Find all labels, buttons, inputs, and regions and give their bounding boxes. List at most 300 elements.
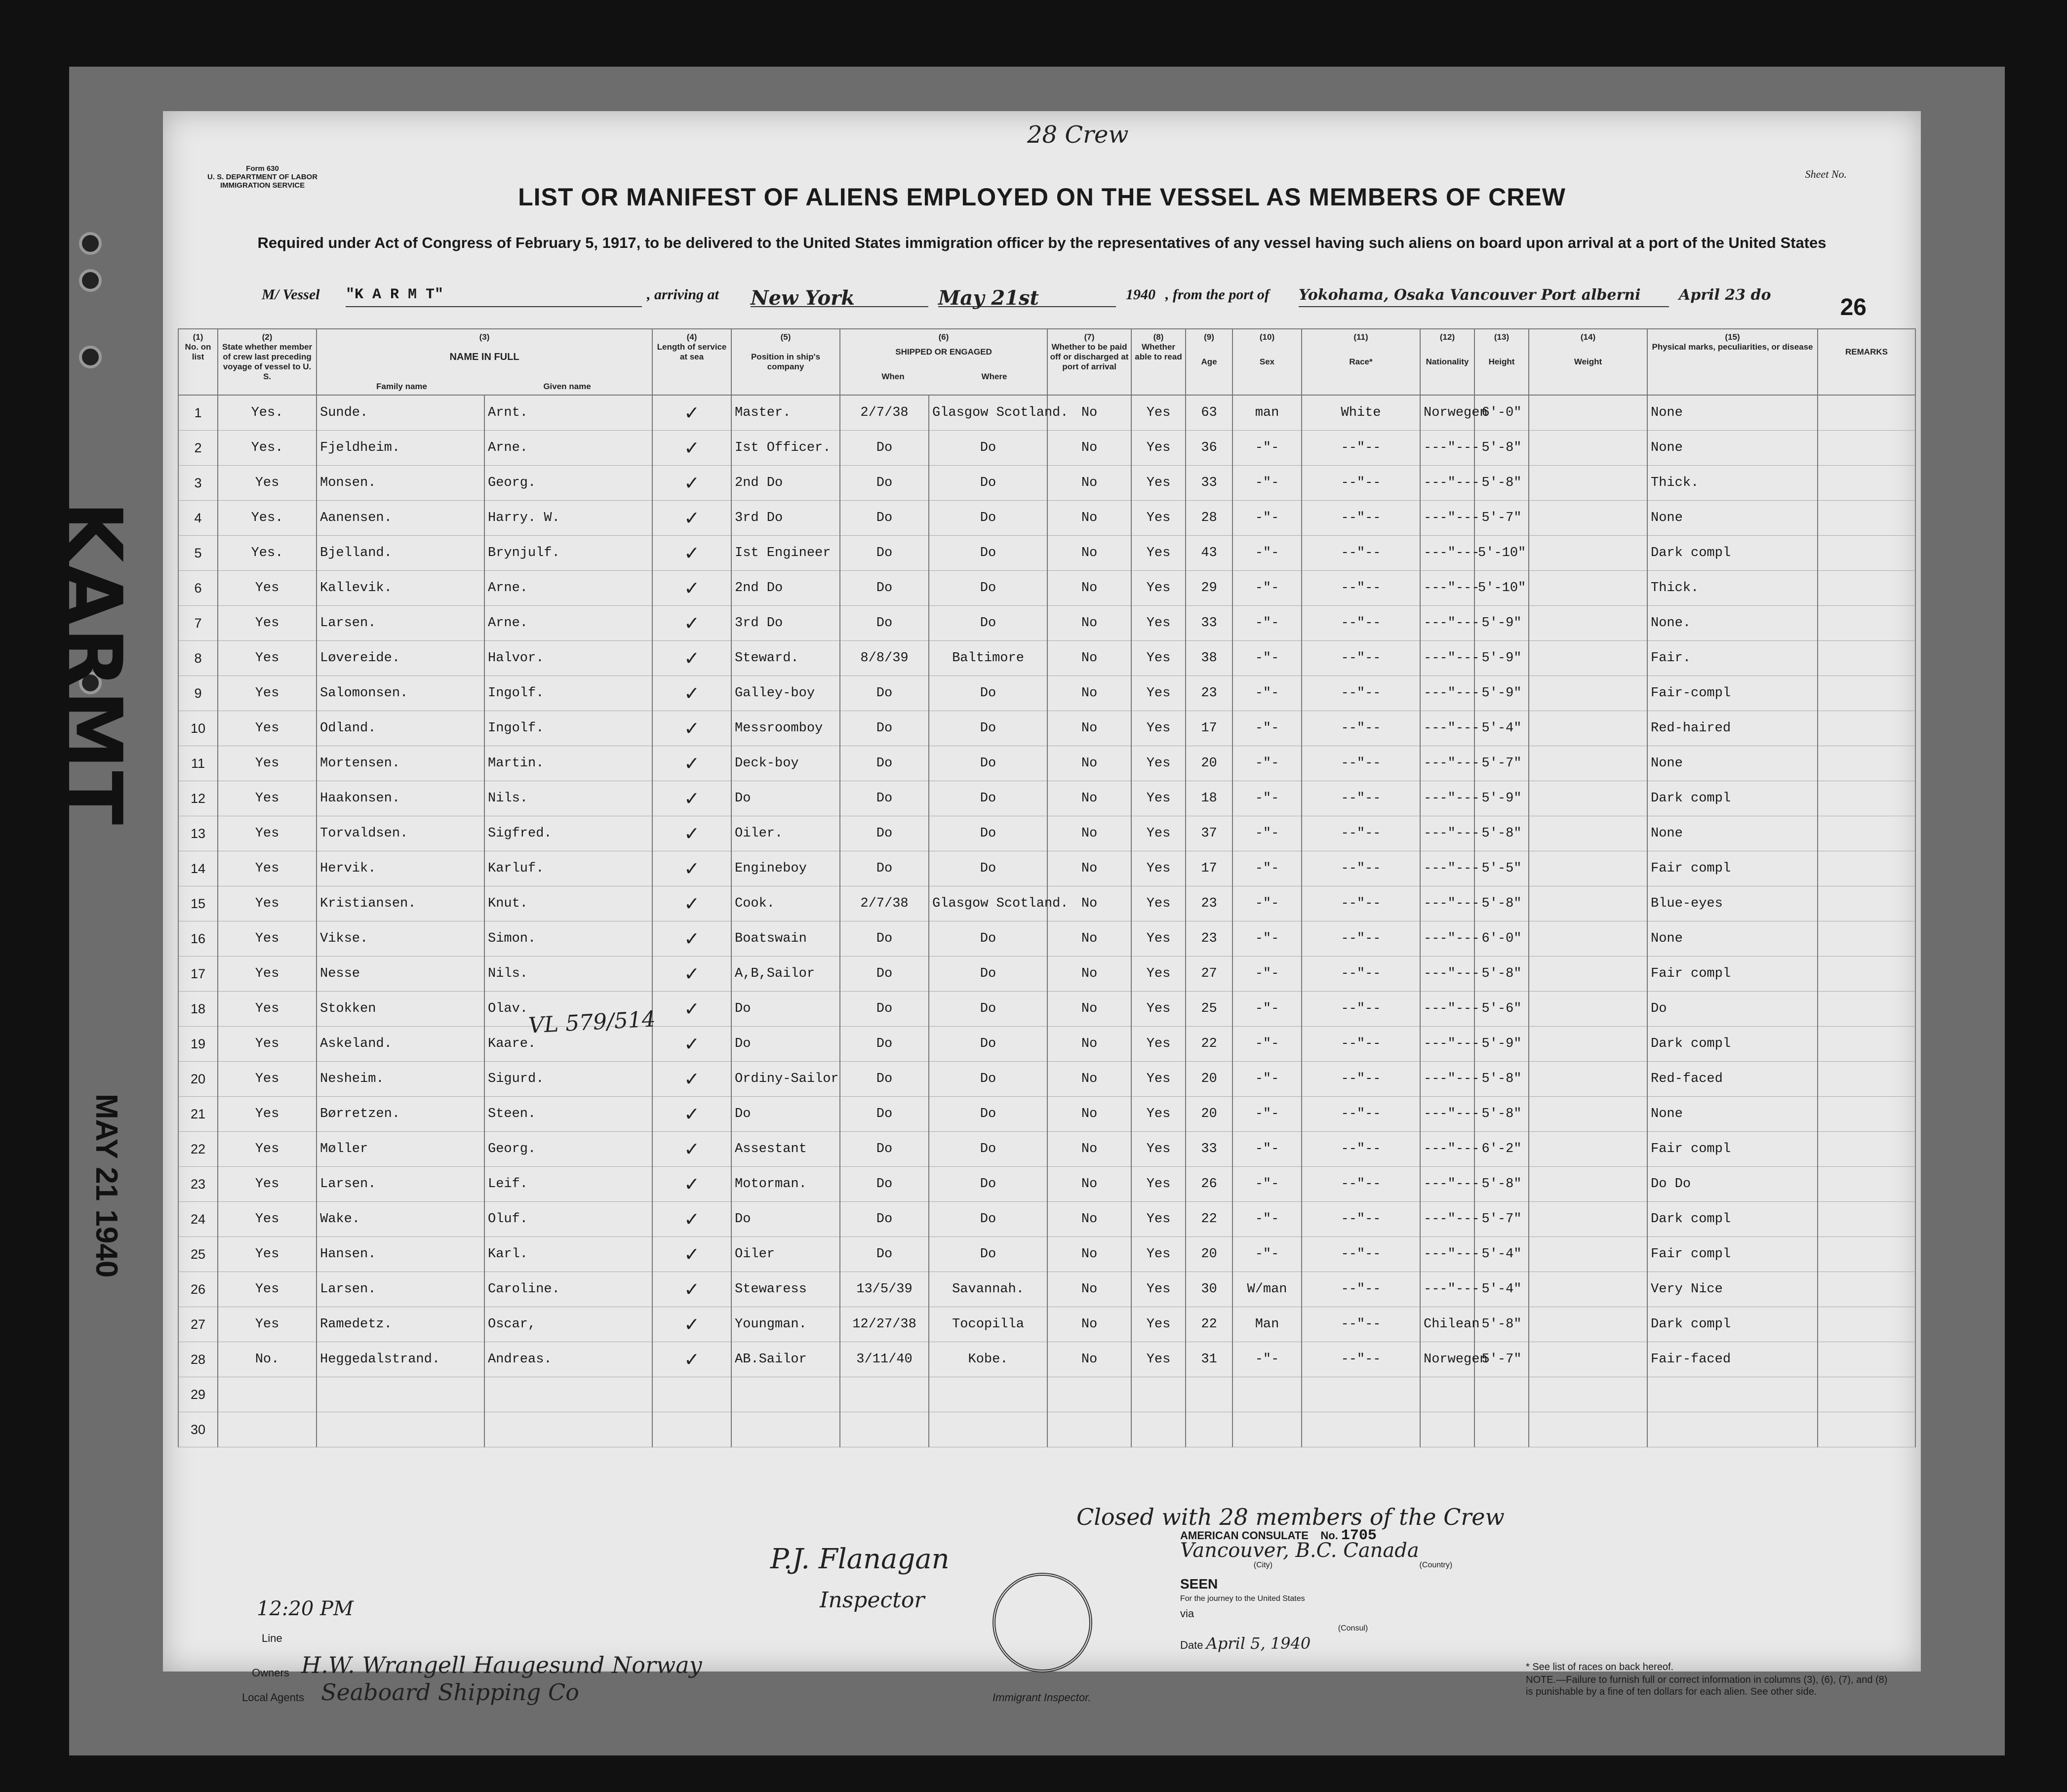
cell-given: Ingolf. — [484, 676, 652, 711]
cell-height: 6'-0" — [1474, 395, 1529, 431]
cell-race: --"-- — [1302, 1132, 1420, 1167]
cell-where — [929, 1412, 1047, 1447]
cell-prev: Yes — [218, 1132, 317, 1167]
cell-prev: Yes — [218, 781, 317, 816]
cell-family: Ramedetz. — [317, 1307, 484, 1342]
weight-cell — [1529, 956, 1647, 992]
form-id: Form 630 U. S. DEPARTMENT OF LABOR IMMIGRATION SERVICE — [207, 164, 318, 190]
remarks-cell — [1818, 711, 1915, 746]
cell-family: Hervik. — [317, 851, 484, 886]
cell-age: 20 — [1186, 1237, 1232, 1272]
cell-nationality: ---"--- — [1420, 816, 1474, 851]
cell-sex: -"- — [1232, 1062, 1302, 1097]
cell-marks: Fair compl — [1647, 1132, 1818, 1167]
cell-marks: Dark compl — [1647, 536, 1818, 571]
cell-family — [317, 1412, 484, 1447]
cell-family: Nesheim. — [317, 1062, 484, 1097]
cell-sex — [1232, 1377, 1302, 1412]
cell-read: Yes — [1131, 536, 1186, 571]
cell-given: Arne. — [484, 606, 652, 641]
cell-position: Ordiny-Sailor — [731, 1062, 840, 1097]
col-name: (3) NAME IN FULL Family name Given name — [317, 329, 652, 395]
cell-paid: No — [1047, 992, 1131, 1027]
cell-no: 25 — [178, 1237, 218, 1272]
cell-marks: None. — [1647, 606, 1818, 641]
table-row — [178, 1097, 1915, 1132]
cell-age: 33 — [1186, 466, 1232, 501]
cell-read: Yes — [1131, 711, 1186, 746]
cell-prev: Yes — [218, 641, 317, 676]
cell-nationality: ---"--- — [1420, 886, 1474, 921]
cell-sex: W/man — [1232, 1272, 1302, 1307]
service-checkmark-icon: ✓ — [652, 431, 731, 466]
cell-age: 22 — [1186, 1027, 1232, 1062]
service-checkmark-icon: ✓ — [652, 886, 731, 921]
cell-prev: Yes. — [218, 536, 317, 571]
cell-family — [317, 1377, 484, 1412]
cell-prev: Yes — [218, 1097, 317, 1132]
cell-when: Do — [840, 1237, 929, 1272]
cell-when: Do — [840, 431, 929, 466]
cell-where: Do — [929, 536, 1047, 571]
cell-marks: Thick. — [1647, 466, 1818, 501]
cell-nationality — [1420, 1377, 1474, 1412]
cell-position: Do — [731, 1027, 840, 1062]
col-nationality: (12) Nationality — [1420, 329, 1474, 395]
cell-prev: Yes — [218, 851, 317, 886]
cell-height: 5'-10" — [1474, 571, 1529, 606]
cell-when: Do — [840, 816, 929, 851]
cell-height: 5'-5" — [1474, 851, 1529, 886]
crew-rows — [178, 395, 1915, 1447]
cell-position: Engineboy — [731, 851, 840, 886]
binder-hole-icon — [79, 269, 102, 292]
cell-age: 37 — [1186, 816, 1232, 851]
owners-value: H.W. Wrangell Haugesund Norway — [301, 1652, 702, 1678]
cell-height: 5'-7" — [1474, 501, 1529, 536]
cell-given: Simon. — [484, 921, 652, 956]
cell-given: Leif. — [484, 1167, 652, 1202]
cell-read: Yes — [1131, 956, 1186, 992]
cell-marks: None — [1647, 816, 1818, 851]
cell-position: Galley-boy — [731, 676, 840, 711]
cell-read: Yes — [1131, 992, 1186, 1027]
cell-marks: None — [1647, 921, 1818, 956]
cell-where: Do — [929, 466, 1047, 501]
cell-paid: No — [1047, 395, 1131, 431]
cell-family: Stokken — [317, 992, 484, 1027]
table-row — [178, 431, 1915, 466]
owners-label: Owners — [252, 1667, 289, 1679]
cell-nationality: ---"--- — [1420, 1027, 1474, 1062]
cell-race: --"-- — [1302, 536, 1420, 571]
inspector-title: Inspector — [820, 1588, 925, 1613]
cell-position: 3rd Do — [731, 606, 840, 641]
cell-position: Stewaress — [731, 1272, 840, 1307]
cell-sex: -"- — [1232, 1167, 1302, 1202]
cell-given: Steen. — [484, 1097, 652, 1132]
cell-read: Yes — [1131, 851, 1186, 886]
cell-race: --"-- — [1302, 992, 1420, 1027]
cell-where: Do — [929, 816, 1047, 851]
cell-where: Do — [929, 1237, 1047, 1272]
cell-no: 23 — [178, 1167, 218, 1202]
cell-family: Løvereide. — [317, 641, 484, 676]
remarks-cell — [1818, 466, 1915, 501]
cell-no: 27 — [178, 1307, 218, 1342]
cell-where: Do — [929, 1097, 1047, 1132]
vessel-name-handwritten: KARMT — [47, 501, 139, 827]
cell-paid: No — [1047, 1307, 1131, 1342]
binder-hole-icon — [79, 346, 102, 368]
weight-cell — [1529, 1342, 1647, 1377]
cell-prev: Yes — [218, 956, 317, 992]
cell-no: 12 — [178, 781, 218, 816]
cell-marks: Dark compl — [1647, 1027, 1818, 1062]
cell-marks: Dark compl — [1647, 1202, 1818, 1237]
cell-position: Motorman. — [731, 1167, 840, 1202]
cell-age: 23 — [1186, 886, 1232, 921]
cell-no: 2 — [178, 431, 218, 466]
cell-race: --"-- — [1302, 1202, 1420, 1237]
cell-paid: No — [1047, 1027, 1131, 1062]
cell-sex: man — [1232, 395, 1302, 431]
cell-position: Master. — [731, 395, 840, 431]
cell-no: 29 — [178, 1377, 218, 1412]
remarks-cell — [1818, 431, 1915, 466]
cell-race: --"-- — [1302, 1307, 1420, 1342]
service-checkmark-icon: ✓ — [652, 1097, 731, 1132]
cell-position: Do — [731, 992, 840, 1027]
cell-no: 20 — [178, 1062, 218, 1097]
cell-race: --"-- — [1302, 851, 1420, 886]
cell-when: 12/27/38 — [840, 1307, 929, 1342]
table-row — [178, 1027, 1915, 1062]
cell-sex: -"- — [1232, 781, 1302, 816]
remarks-cell — [1818, 571, 1915, 606]
cell-sex: -"- — [1232, 676, 1302, 711]
col-age: (9) Age — [1186, 329, 1232, 395]
table-row — [178, 816, 1915, 851]
cell-prev: Yes — [218, 886, 317, 921]
cell-no: 4 — [178, 501, 218, 536]
col-position: (5) Position in ship's company — [731, 329, 840, 395]
cell-read: Yes — [1131, 781, 1186, 816]
cell-read: Yes — [1131, 1062, 1186, 1097]
sheet-number-label: Sheet No. — [1805, 168, 1847, 180]
cell-no: 26 — [178, 1272, 218, 1307]
consulate-stamp: AMERICAN CONSULATE No. 1705 Vancouver, B.C. Canada (City) (Country) SEEN For the journey to the United States via (Consul) Date April 5, 1940 — [1180, 1527, 1453, 1653]
cell-marks: None — [1647, 501, 1818, 536]
service-checkmark-icon: ✓ — [652, 992, 731, 1027]
service-checkmark-icon: ✓ — [652, 1062, 731, 1097]
weight-cell — [1529, 1097, 1647, 1132]
cell-paid: No — [1047, 781, 1131, 816]
service-checkmark-icon: ✓ — [652, 711, 731, 746]
table-row — [178, 746, 1915, 781]
cell-age: 30 — [1186, 1272, 1232, 1307]
table-row — [178, 886, 1915, 921]
cell-sex: -"- — [1232, 711, 1302, 746]
cell-race: --"-- — [1302, 711, 1420, 746]
cell-height: 5'-8" — [1474, 816, 1529, 851]
cell-position: Oiler. — [731, 816, 840, 851]
cell-nationality: ---"--- — [1420, 992, 1474, 1027]
service-checkmark-icon: ✓ — [652, 1027, 731, 1062]
cell-nationality: Norwegen — [1420, 395, 1474, 431]
cell-age: 33 — [1186, 606, 1232, 641]
remarks-cell — [1818, 746, 1915, 781]
table-row — [178, 466, 1915, 501]
table-row — [178, 641, 1915, 676]
cell-prev: Yes — [218, 676, 317, 711]
cell-nationality: ---"--- — [1420, 466, 1474, 501]
cell-sex: -"- — [1232, 606, 1302, 641]
table-row — [178, 606, 1915, 641]
arriving-label: , arriving at — [647, 286, 719, 303]
service-checkmark-icon: ✓ — [652, 1307, 731, 1342]
service-checkmark-icon: ✓ — [652, 606, 731, 641]
cell-sex: -"- — [1232, 1202, 1302, 1237]
cell-given: Georg. — [484, 1132, 652, 1167]
cell-marks: Fair-faced — [1647, 1342, 1818, 1377]
table-row — [178, 1062, 1915, 1097]
cell-when: Do — [840, 711, 929, 746]
cell-position: Deck-boy — [731, 746, 840, 781]
cell-when: Do — [840, 1167, 929, 1202]
weight-cell — [1529, 1307, 1647, 1342]
cell-prev: Yes — [218, 1167, 317, 1202]
page-number: 26 — [1840, 294, 1867, 320]
service-checkmark-icon: ✓ — [652, 851, 731, 886]
cell-paid: No — [1047, 641, 1131, 676]
service-checkmark-icon — [652, 1412, 731, 1447]
table-row — [178, 921, 1915, 956]
cell-marks: Red-haired — [1647, 711, 1818, 746]
cell-read: Yes — [1131, 1237, 1186, 1272]
remarks-cell — [1818, 921, 1915, 956]
cell-where: Glasgow Scotland. — [929, 395, 1047, 431]
page-title: LIST OR MANIFEST OF ALIENS EMPLOYED ON THE VESSEL AS MEMBERS OF CREW — [518, 183, 1566, 211]
col-service: (4) Length of service at sea — [652, 329, 731, 395]
cell-age: 20 — [1186, 746, 1232, 781]
cell-height: 5'-8" — [1474, 431, 1529, 466]
cell-where: Do — [929, 921, 1047, 956]
col-race: (11) Race* — [1302, 329, 1420, 395]
year: 1940 — [1126, 286, 1155, 303]
weight-cell — [1529, 746, 1647, 781]
cell-no: 17 — [178, 956, 218, 992]
cell-no: 18 — [178, 992, 218, 1027]
cell-sex: -"- — [1232, 816, 1302, 851]
cell-paid: No — [1047, 1062, 1131, 1097]
binder-hole-icon — [79, 232, 102, 255]
cell-when: Do — [840, 466, 929, 501]
cell-no: 6 — [178, 571, 218, 606]
cell-prev: Yes — [218, 1307, 317, 1342]
cell-where: Do — [929, 956, 1047, 992]
cell-read — [1131, 1377, 1186, 1412]
crew-table — [178, 328, 1916, 1632]
cell-where: Do — [929, 851, 1047, 886]
weight-cell — [1529, 395, 1647, 431]
penalty-note: NOTE.—Failure to furnish full or correct information in columns (3), (6), (7), and (8) is punishable by a fine of ten dollars for each alien. See other side. — [1526, 1674, 1888, 1697]
remarks-cell — [1818, 956, 1915, 992]
cell-where: Do — [929, 1027, 1047, 1062]
cell-age — [1186, 1377, 1232, 1412]
cell-age: 36 — [1186, 431, 1232, 466]
cell-position — [731, 1377, 840, 1412]
cell-no: 10 — [178, 711, 218, 746]
col-read: (8) Whether able to read — [1131, 329, 1186, 395]
remarks-cell — [1818, 1237, 1915, 1272]
cell-sex: -"- — [1232, 921, 1302, 956]
table-row — [178, 1412, 1915, 1447]
cell-sex: -"- — [1232, 1237, 1302, 1272]
cell-position: Messroomboy — [731, 711, 840, 746]
cell-position: Boatswain — [731, 921, 840, 956]
cell-paid: No — [1047, 886, 1131, 921]
weight-cell — [1529, 711, 1647, 746]
cell-age — [1186, 1412, 1232, 1447]
cell-no: 5 — [178, 536, 218, 571]
cell-family: Odland. — [317, 711, 484, 746]
cell-read: Yes — [1131, 571, 1186, 606]
cell-when: Do — [840, 1027, 929, 1062]
cell-where: Do — [929, 1062, 1047, 1097]
cell-marks: Blue-eyes — [1647, 886, 1818, 921]
cell-where: Do — [929, 571, 1047, 606]
cell-family: Nesse — [317, 956, 484, 992]
cell-sex: -"- — [1232, 1132, 1302, 1167]
cell-nationality: ---"--- — [1420, 1167, 1474, 1202]
remarks-cell — [1818, 1412, 1915, 1447]
cell-no: 8 — [178, 641, 218, 676]
cell-paid: No — [1047, 1237, 1131, 1272]
table-row — [178, 395, 1915, 431]
cell-marks: Do Do — [1647, 1167, 1818, 1202]
cell-no: 24 — [178, 1202, 218, 1237]
table-row — [178, 851, 1915, 886]
cell-read: Yes — [1131, 395, 1186, 431]
vessel-name: "K A R M T" — [346, 286, 642, 307]
cell-position: Assestant — [731, 1132, 840, 1167]
cell-prev: Yes — [218, 1237, 317, 1272]
cell-nationality: Chilean — [1420, 1307, 1474, 1342]
cell-nationality: ---"--- — [1420, 606, 1474, 641]
cell-read: Yes — [1131, 1027, 1186, 1062]
inspector-signature: P.J. Flanagan — [770, 1543, 950, 1575]
cell-where: Do — [929, 746, 1047, 781]
cell-position: Cook. — [731, 886, 840, 921]
cell-nationality: ---"--- — [1420, 431, 1474, 466]
cell-paid — [1047, 1377, 1131, 1412]
cell-sex — [1232, 1412, 1302, 1447]
cell-marks: Thick. — [1647, 571, 1818, 606]
cell-race: --"-- — [1302, 1342, 1420, 1377]
crew-manifest-table — [178, 328, 1916, 1447]
cell-where: Do — [929, 501, 1047, 536]
arrival-port: New York — [751, 286, 928, 307]
table-row — [178, 992, 1915, 1027]
cell-given: Caroline. — [484, 1272, 652, 1307]
cell-given: Nils. — [484, 781, 652, 816]
cell-nationality: ---"--- — [1420, 851, 1474, 886]
cell-position: Steward. — [731, 641, 840, 676]
cell-age: 22 — [1186, 1307, 1232, 1342]
cell-height: 5'-8" — [1474, 466, 1529, 501]
remarks-cell — [1818, 641, 1915, 676]
cell-race: --"-- — [1302, 1027, 1420, 1062]
cell-position: 3rd Do — [731, 501, 840, 536]
cell-when: Do — [840, 921, 929, 956]
table-row — [178, 956, 1915, 992]
cell-no: 13 — [178, 816, 218, 851]
cell-when: Do — [840, 1097, 929, 1132]
remarks-cell — [1818, 1307, 1915, 1342]
cell-position — [731, 1412, 840, 1447]
remarks-cell — [1818, 781, 1915, 816]
service-checkmark-icon: ✓ — [652, 1132, 731, 1167]
weight-cell — [1529, 1272, 1647, 1307]
table-row — [178, 501, 1915, 536]
cell-nationality: ---"--- — [1420, 746, 1474, 781]
cell-marks: Dark compl — [1647, 1307, 1818, 1342]
cell-given — [484, 1377, 652, 1412]
cell-marks: None — [1647, 395, 1818, 431]
cell-position: A,B,Sailor — [731, 956, 840, 992]
table-row — [178, 711, 1915, 746]
service-checkmark-icon: ✓ — [652, 466, 731, 501]
cell-where: Savannah. — [929, 1272, 1047, 1307]
cell-family: Kristiansen. — [317, 886, 484, 921]
cell-nationality: ---"--- — [1420, 1237, 1474, 1272]
cell-given: Arne. — [484, 431, 652, 466]
weight-cell — [1529, 1237, 1647, 1272]
cell-where: Baltimore — [929, 641, 1047, 676]
cell-when — [840, 1377, 929, 1412]
cell-height: 5'-4" — [1474, 1237, 1529, 1272]
cell-no: 9 — [178, 676, 218, 711]
cell-race: --"-- — [1302, 781, 1420, 816]
cell-age: 18 — [1186, 781, 1232, 816]
service-checkmark-icon: ✓ — [652, 956, 731, 992]
cell-race — [1302, 1412, 1420, 1447]
cell-race: --"-- — [1302, 466, 1420, 501]
cell-age: 63 — [1186, 395, 1232, 431]
cell-age: 23 — [1186, 921, 1232, 956]
cell-marks — [1647, 1377, 1818, 1412]
cell-height: 5'-9" — [1474, 781, 1529, 816]
cell-marks: Dark compl — [1647, 781, 1818, 816]
weight-cell — [1529, 921, 1647, 956]
manifest-form — [47, 111, 1921, 1706]
cell-height: 5'-9" — [1474, 1027, 1529, 1062]
cell-sex: -"- — [1232, 431, 1302, 466]
cell-sex: -"- — [1232, 851, 1302, 886]
cell-when: Do — [840, 1062, 929, 1097]
cell-sex: -"- — [1232, 746, 1302, 781]
vessel-line — [237, 286, 1842, 316]
cell-no: 11 — [178, 746, 218, 781]
cell-when: Do — [840, 992, 929, 1027]
cell-paid: No — [1047, 1132, 1131, 1167]
cell-age: 23 — [1186, 676, 1232, 711]
cell-race: --"-- — [1302, 1062, 1420, 1097]
cell-paid: No — [1047, 676, 1131, 711]
cell-where: Glasgow Scotland. — [929, 886, 1047, 921]
cell-when: 2/7/38 — [840, 886, 929, 921]
